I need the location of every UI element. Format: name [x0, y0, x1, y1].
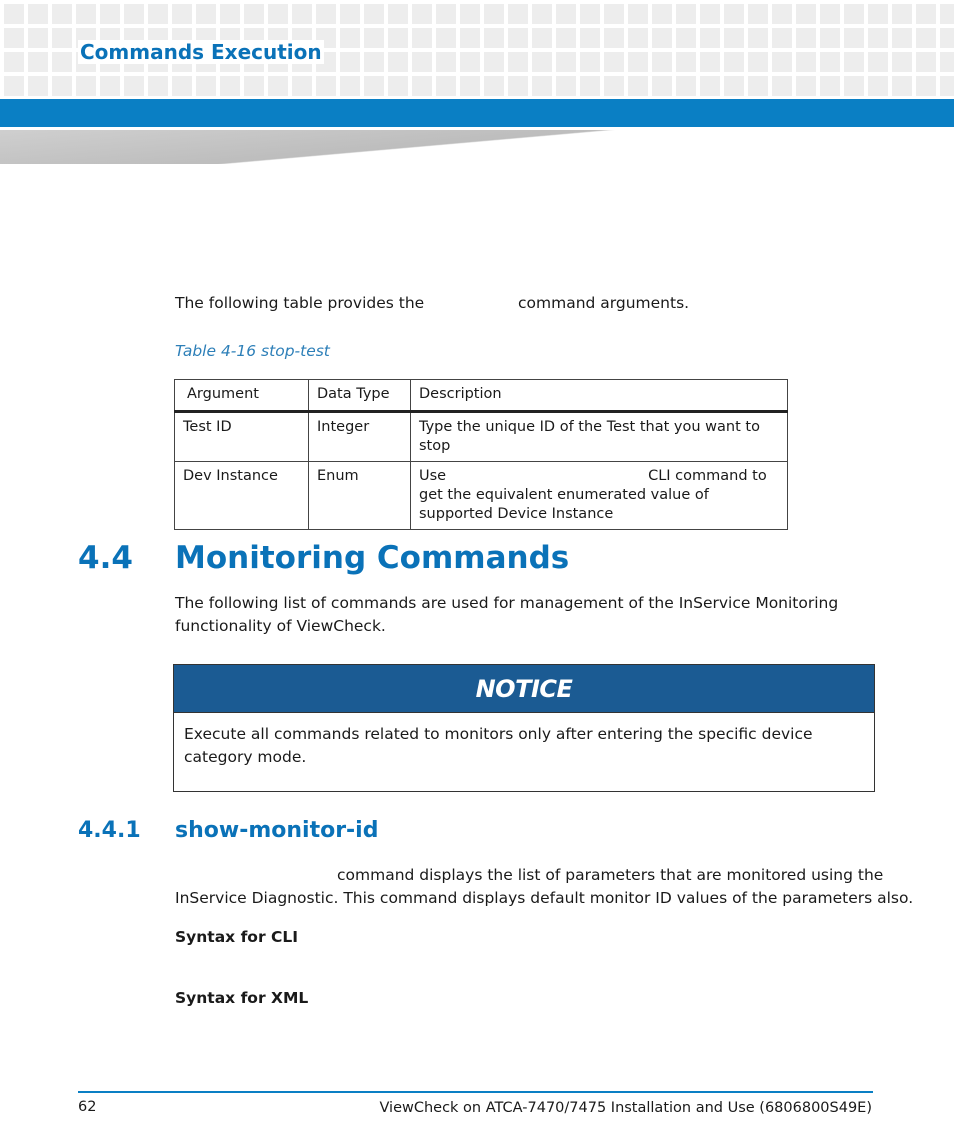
column-header-data-type: Data Type	[309, 380, 411, 412]
cell-type: Integer	[309, 412, 411, 462]
subsection-body-line2: InService Diagnostic. This command displays default monitor ID values of the parameters also.	[175, 889, 914, 907]
subsection-number: 4.4.1	[78, 818, 141, 843]
notice-box	[173, 664, 875, 792]
table-row	[175, 462, 788, 530]
cell-argument: Dev Instance	[175, 462, 309, 530]
syntax-xml-label: Syntax for XML	[175, 989, 309, 1007]
table-caption: Table 4-16 stop-test	[175, 342, 330, 360]
section-title: Monitoring Commands	[175, 540, 570, 576]
section-body: The following list of commands are used for management of the InService Monitoring functionality of ViewCheck.	[175, 594, 839, 635]
header-grey-swoosh	[0, 130, 954, 164]
description-prefix: Use	[419, 468, 447, 484]
subsection-title: show-monitor-id	[175, 818, 379, 843]
cell-argument: Test ID	[175, 412, 309, 462]
footer-rule	[78, 1091, 873, 1093]
subsection-body-line1: command displays the list of parameters that are monitored using the	[337, 866, 884, 884]
header-blue-bar	[0, 99, 954, 127]
footer-doc-title: ViewCheck on ATCA-7470/7475 Installation and Use (6806800S49E)	[379, 1100, 872, 1116]
column-header-description: Description	[411, 380, 788, 412]
syntax-cli-label: Syntax for CLI	[175, 928, 299, 946]
notice-text: Execute all commands related to monitors only after entering the specific device category mode.	[184, 725, 813, 766]
cell-description: Type the unique ID of the Test that you want to stop	[411, 412, 788, 462]
section-number: 4.4	[78, 540, 133, 576]
page-number: 62	[78, 1099, 97, 1115]
notice-label: NOTICE	[475, 674, 573, 703]
intro-line-start: The following table provides the	[175, 294, 425, 312]
running-header-title: Commands Execution	[80, 40, 322, 64]
table-row	[175, 412, 788, 462]
notice-header	[174, 665, 874, 713]
arguments-table	[174, 379, 788, 530]
description-suffix: CLI command to get the equivalent enumerated value of supported Device Instance	[419, 468, 767, 522]
cell-description	[411, 462, 788, 530]
table-header-row	[175, 380, 788, 412]
cell-type: Enum	[309, 462, 411, 530]
intro-line-end: command arguments.	[518, 294, 690, 312]
column-header-argument: Argument	[175, 380, 309, 412]
